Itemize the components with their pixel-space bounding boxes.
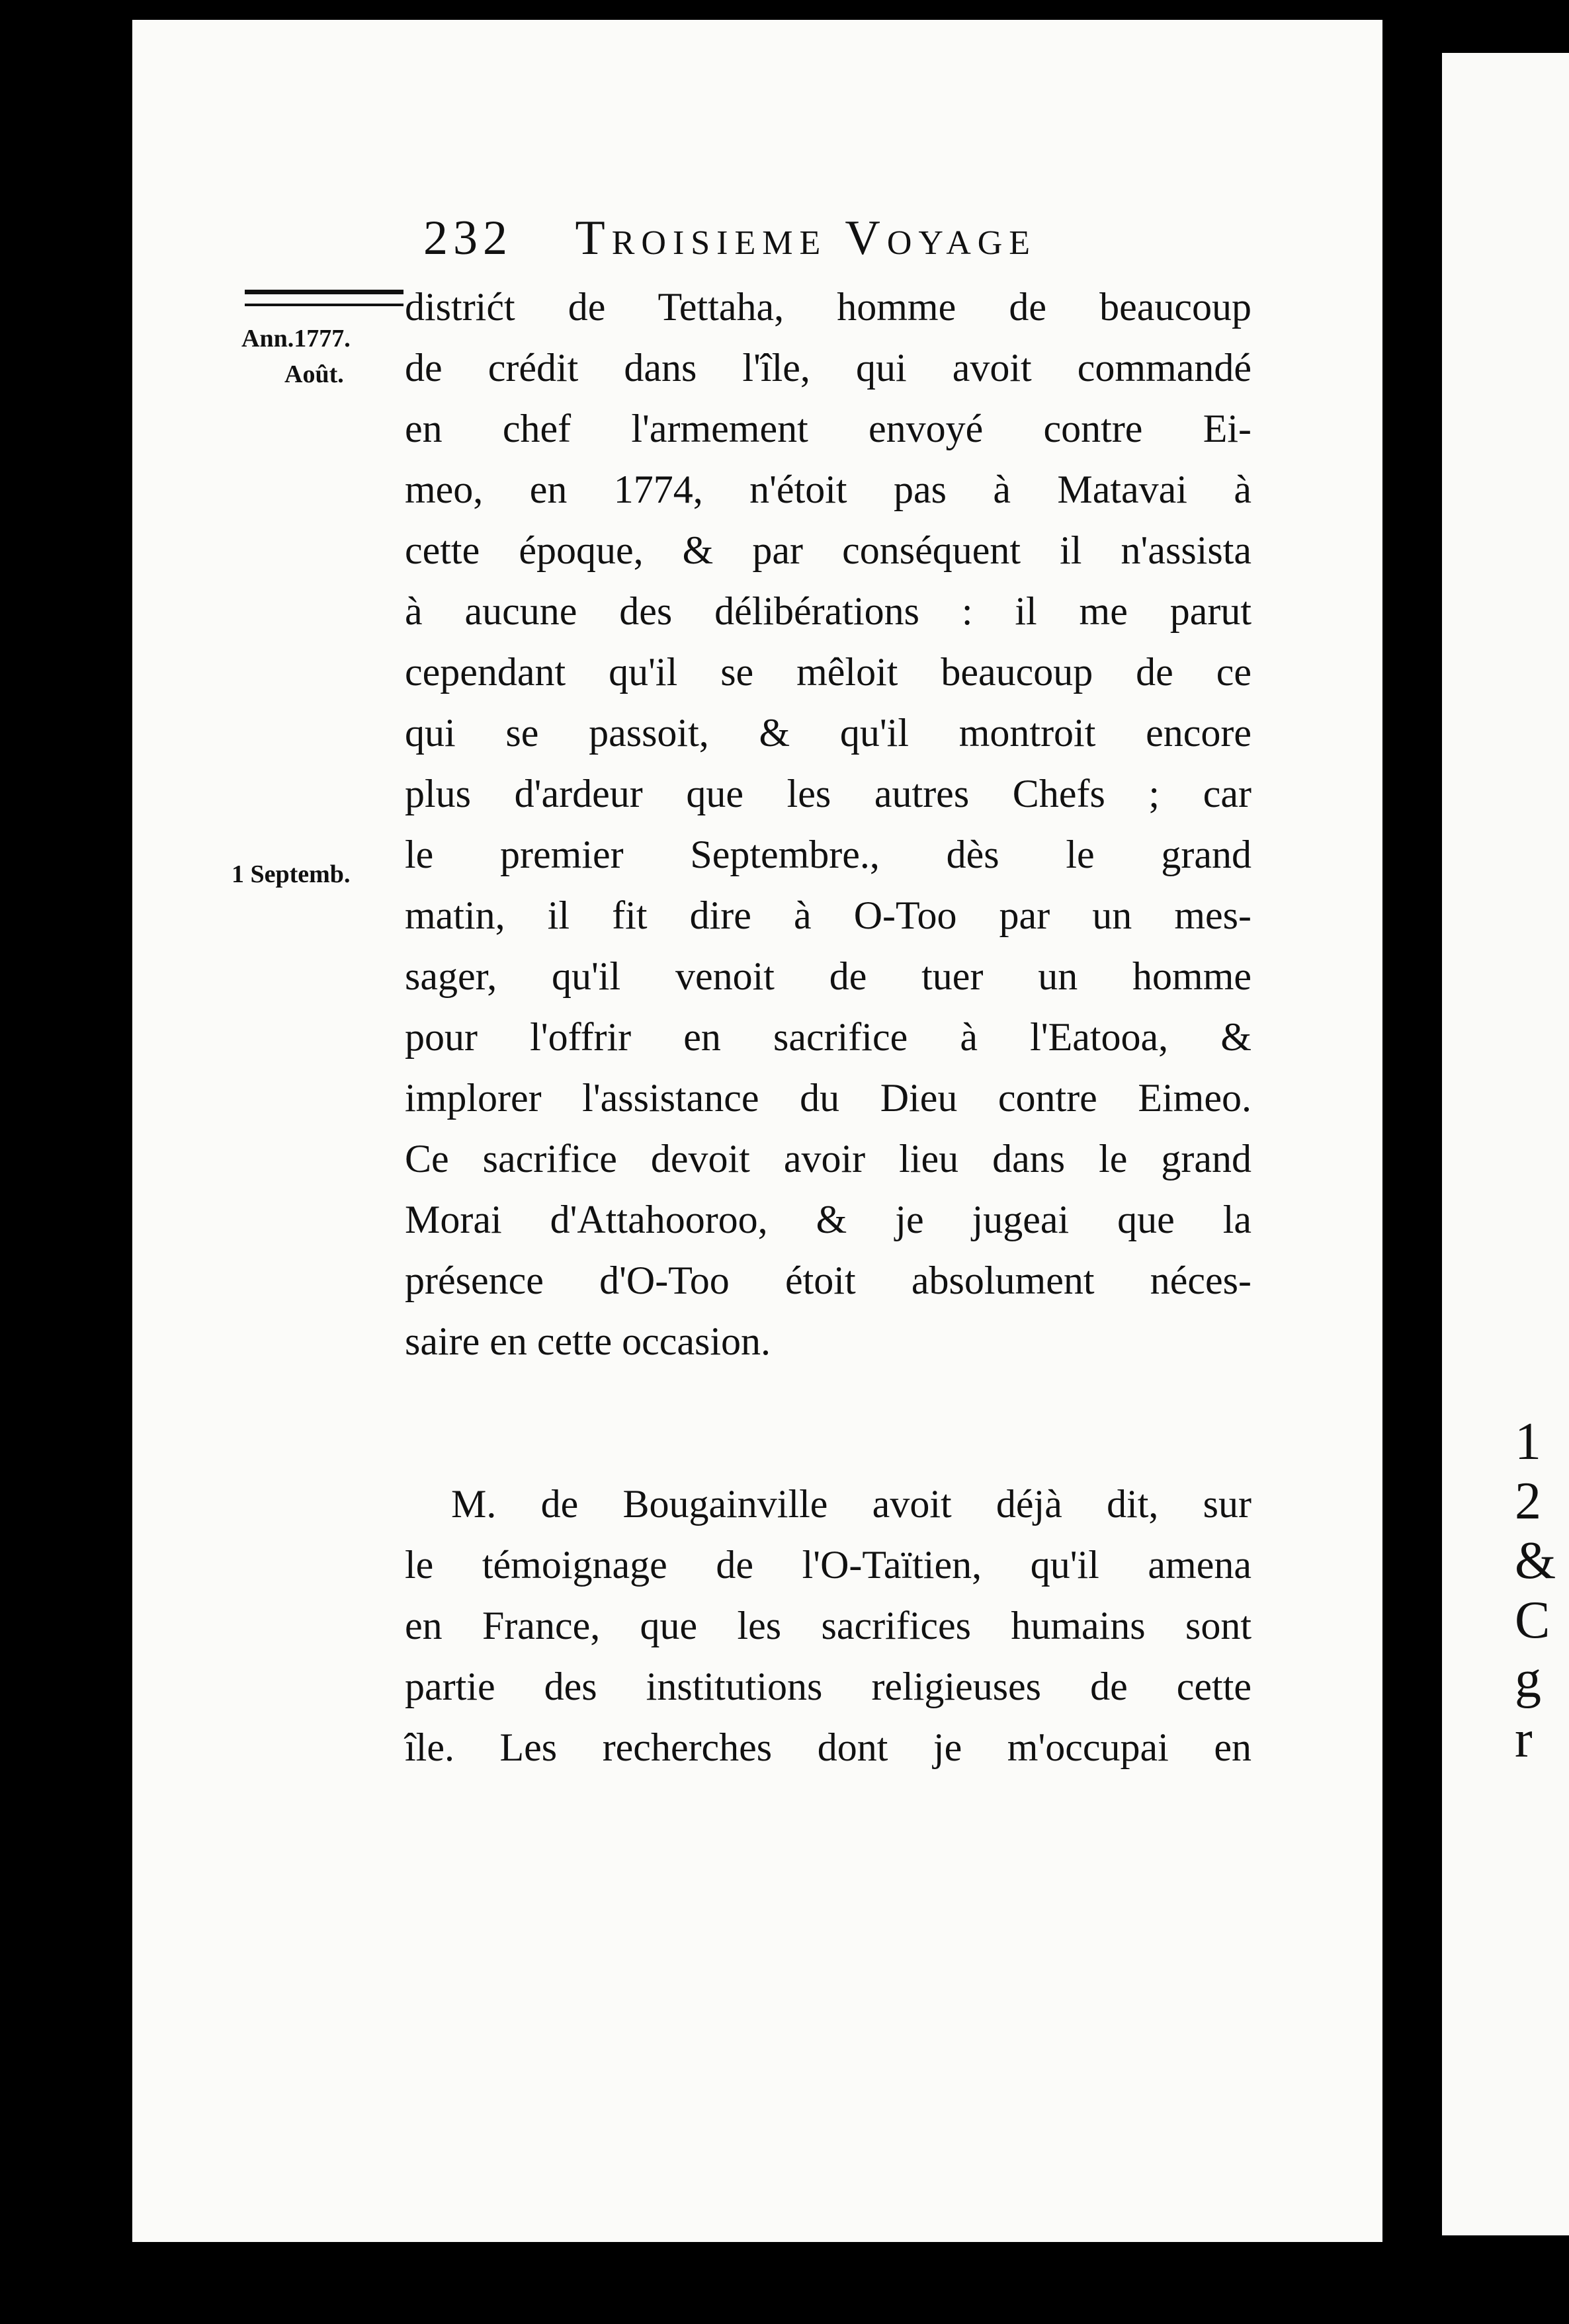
- text-line: cependant qu'il se mêloit beaucoup de ce: [405, 650, 1251, 694]
- facing-page-fragment: &: [1515, 1532, 1556, 1590]
- facing-page-fragment: g: [1515, 1651, 1541, 1709]
- book-gutter: [1382, 0, 1442, 2324]
- facing-page-edge: [1442, 53, 1569, 2235]
- text-line: Morai d'Attahooroo, & je jugeai que la: [405, 1198, 1251, 1241]
- facing-page-fragment: 2: [1515, 1472, 1541, 1530]
- text-line: à aucune des délibérations : il me parut: [405, 589, 1251, 633]
- paragraph-1: [405, 276, 1251, 1372]
- facing-page-fragment: C: [1515, 1591, 1550, 1649]
- text-line: le témoignage de l'O-Taïtien, qu'il amena: [405, 1543, 1251, 1587]
- text-line: partie des institutions religieuses de cette: [405, 1665, 1251, 1708]
- text-line: qui se passoit, & qu'il montroit encore: [405, 711, 1251, 755]
- text-line: le premier Septembre., dès le grand: [405, 833, 1251, 876]
- margin-rule: [245, 290, 403, 306]
- page-number: 232: [423, 211, 513, 265]
- text-line: de crédit dans l'île, qui avoit commandé: [405, 346, 1251, 390]
- text-line: meo, en 1774, n'étoit pas à Matavai à: [405, 468, 1251, 511]
- text-line: saire en cette occasion.: [405, 1319, 771, 1363]
- text-line: matin, il fit dire à O-Too par un mes-: [405, 893, 1251, 937]
- running-title: Troisieme Voyage: [575, 211, 1037, 265]
- margin-note-month: Août.: [284, 360, 344, 388]
- text-line: présence d'O-Too étoit absolument néces-: [405, 1259, 1251, 1302]
- text-line: en France, que les sacrifices humains sont: [405, 1604, 1251, 1647]
- page-header: [423, 210, 1037, 267]
- margin-note-year: Ann.1777.: [241, 325, 351, 353]
- scan-left-edge: [0, 0, 132, 2324]
- text-line: distrićt de Tettaha, homme de beaucoup: [405, 285, 1251, 329]
- paragraph-2: [405, 1473, 1251, 1778]
- text-line: plus d'ardeur que les autres Chefs ; car: [405, 772, 1251, 815]
- text-line: M. de Bougainville avoit déjà dit, sur: [451, 1482, 1251, 1526]
- facing-page-fragment: r: [1515, 1710, 1533, 1768]
- facing-page-fragment: 1: [1515, 1413, 1541, 1471]
- text-line: sager, qu'il venoit de tuer un homme: [405, 954, 1251, 998]
- text-line: pour l'offrir en sacrifice à l'Eatooa, &: [405, 1015, 1251, 1059]
- text-line: implorer l'assistance du Dieu contre Eimeo.: [405, 1076, 1251, 1120]
- text-line: cette époque, & par conséquent il n'assista: [405, 528, 1251, 572]
- margin-note-date: 1 Septemb.: [232, 860, 351, 888]
- text-line: en chef l'armement envoyé contre Ei-: [405, 407, 1251, 450]
- text-line: Ce sacrifice devoit avoir lieu dans le grand: [405, 1137, 1251, 1181]
- text-line: île. Les recherches dont je m'occupai en: [405, 1725, 1251, 1769]
